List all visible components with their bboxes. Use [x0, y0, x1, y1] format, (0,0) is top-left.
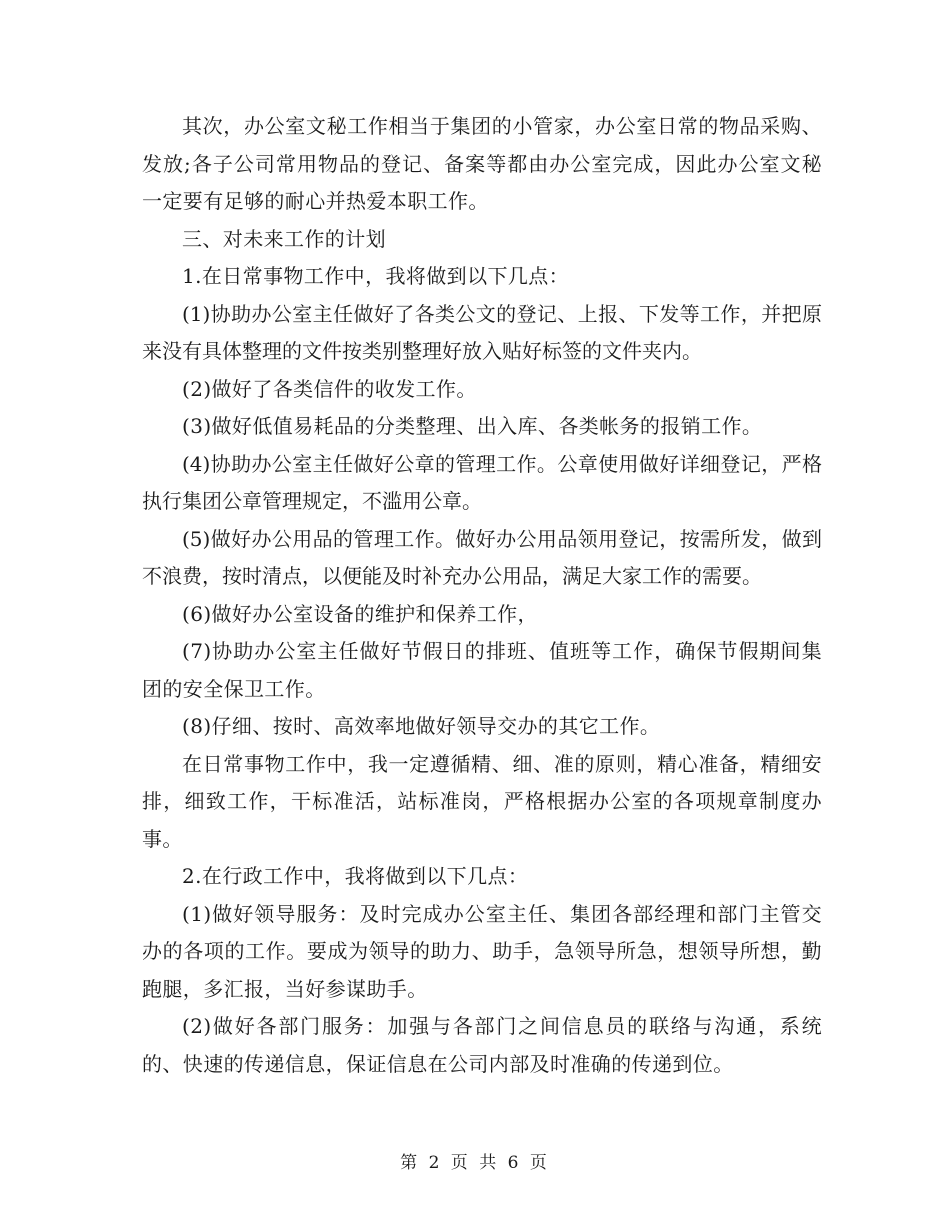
- admin-item-1: (1)做好领导服务：及时完成办公室主任、集团各部经理和部门主管交办的各项的工作。要成为领导的助力、助手，急领导所急，想领导所想，勤跑腿，多汇报，当好参谋助手。: [142, 901, 822, 1001]
- subheading-admin-work: 2.在行政工作中，我将做到以下几点：: [182, 864, 529, 888]
- list-item-5: (5)做好办公用品的管理工作。做好办公用品领用登记，按需所发，做到不浪费，按时清点，以便能及时补充办公用品，满足大家工作的需要。: [142, 526, 822, 588]
- list-item-8: (8)仔细、按时、高效率地做好领导交办的其它工作。: [182, 714, 661, 738]
- admin-item-2: (2)做好各部门服务：加强与各部门之间信息员的联络与沟通，系统的、快速的传递信息，保证信息在公司内部及时准确的传递到位。: [142, 1014, 822, 1076]
- document-body: [142, 108, 822, 1083]
- paragraph-daily-principle: 在日常事物工作中，我一定遵循精、细、准的原则，精心准备，精细安排，细致工作，干标准活，站标准岗，严格根据办公室的各项规章制度办事。: [142, 751, 822, 851]
- paragraph-intro: 其次，办公室文秘工作相当于集团的小管家，办公室日常的物品采购、发放;各子公司常用物品的登记、备案等都由办公室完成，因此办公室文秘一定要有足够的耐心并热爱本职工作。: [142, 114, 822, 213]
- page-number-footer: 第 2 页 共 6 页: [400, 1153, 550, 1173]
- list-item-3: (3)做好低值易耗品的分类整理、出入库、各类帐务的报销工作。: [182, 414, 763, 438]
- list-item-4: (4)协助办公室主任做好公章的管理工作。公章使用做好详细登记，严格执行集团公章管理规定，不滥用公章。: [142, 451, 822, 513]
- subheading-daily-affairs: 1.在日常事物工作中，我将做到以下几点：: [182, 264, 570, 288]
- section-heading-future-plan: 三、对未来工作的计划: [182, 226, 386, 251]
- list-item-6: (6)做好办公室设备的维护和保养工作，: [182, 601, 538, 626]
- list-item-2: (2)做好了各类信件的收发工作。: [182, 376, 477, 401]
- list-item-1: (1)协助办公室主任做好了各类公文的登记、上报、下发等工作，并把原来没有具体整理的文件按类别整理好放入贴好标签的文件夹内。: [142, 301, 822, 363]
- list-item-7: (7)协助办公室主任做好节假日的排班、值班等工作，确保节假期间集团的安全保卫工作。: [142, 639, 822, 701]
